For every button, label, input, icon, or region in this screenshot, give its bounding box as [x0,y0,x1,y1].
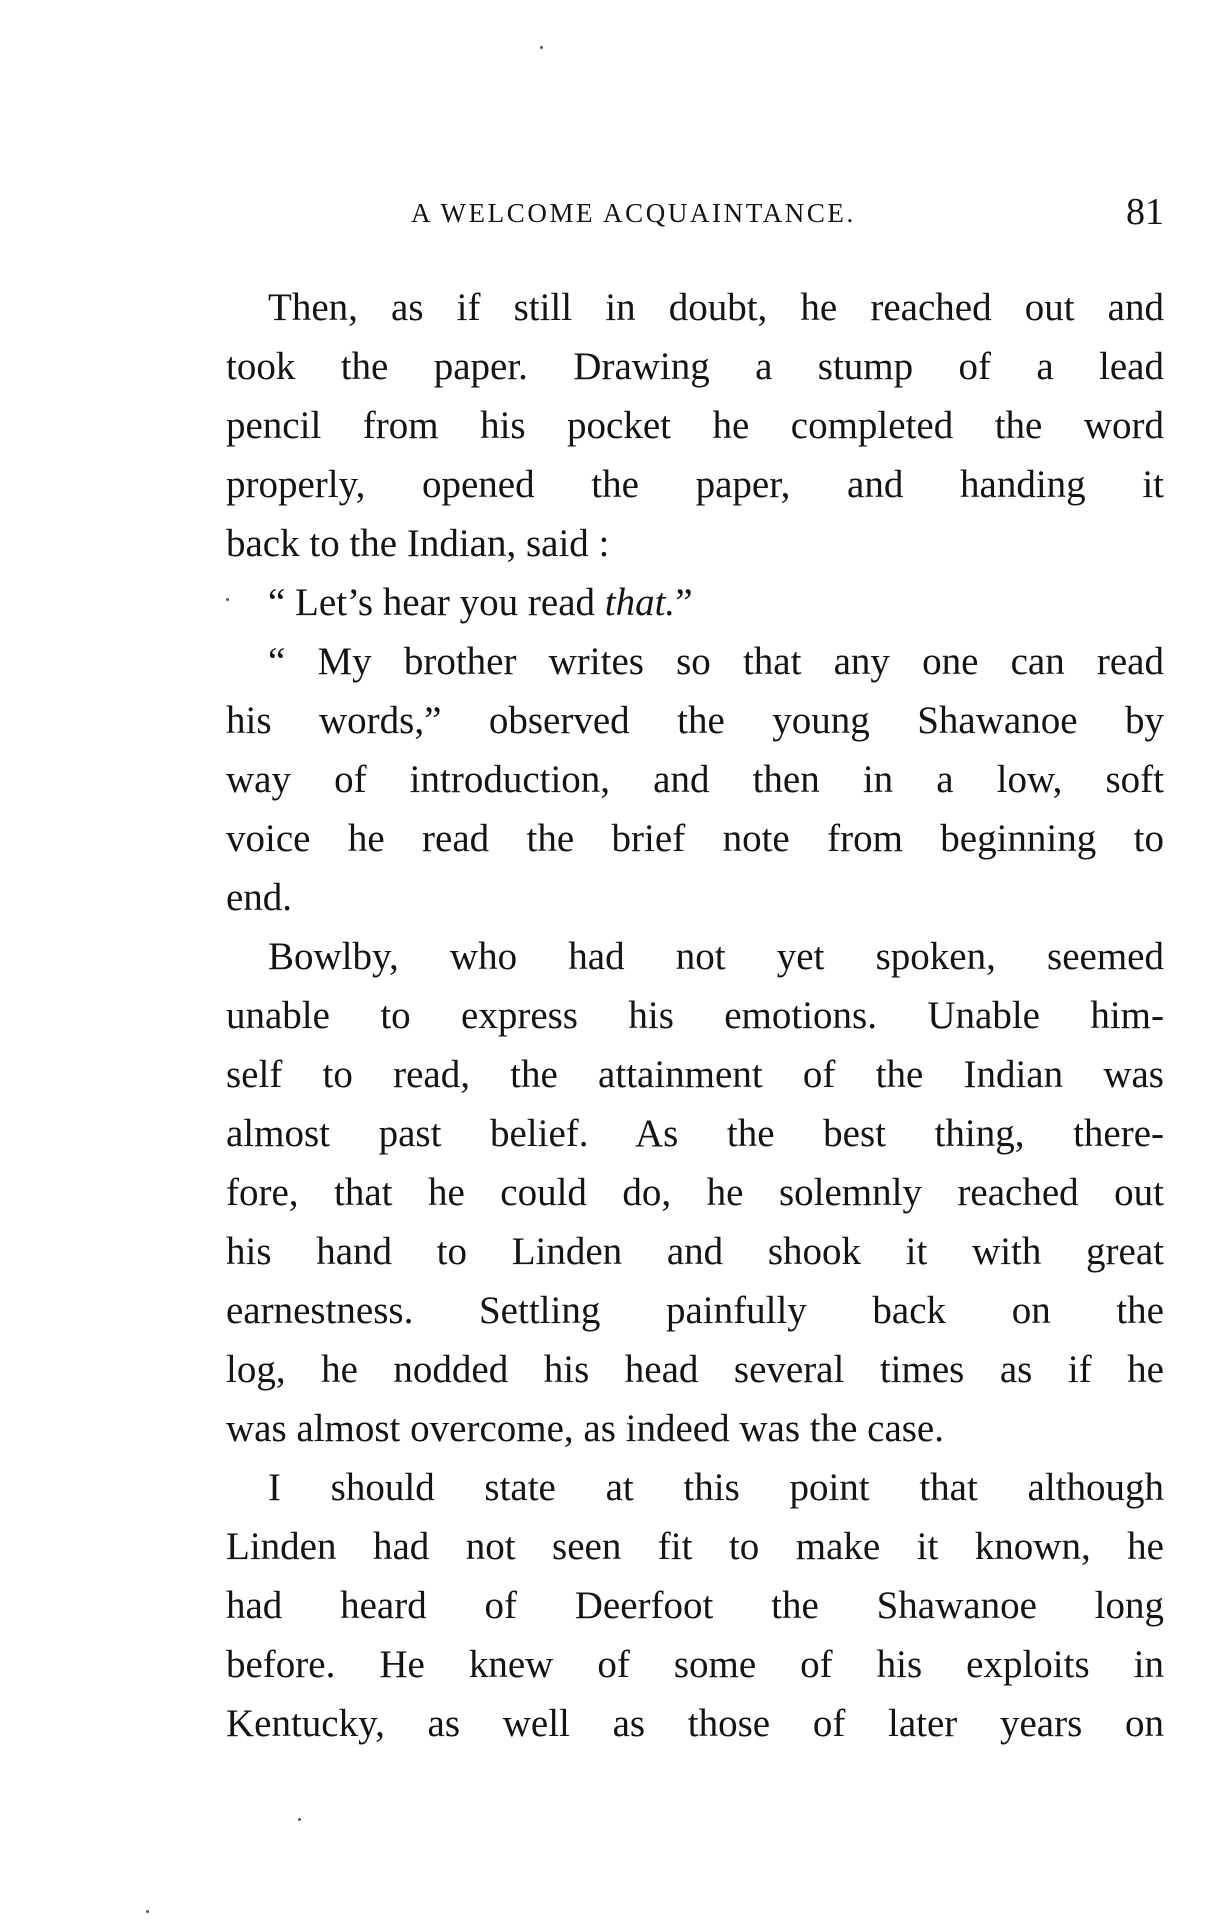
text-line: back to the Indian, said : [226,522,610,565]
paper-speck [298,1818,301,1821]
text-line: “ My brother writes so that any one can read [268,640,1164,683]
text-line: I should state at this point that although [268,1466,1164,1509]
closing-quote: ” [675,581,693,624]
text-line: voice he read the brief note from beginning to [226,817,1164,860]
text-line: self to read, the attainment of the Indian was [226,1053,1164,1096]
text-line: before. He knew of some of his exploits in [226,1643,1164,1686]
text-line: his hand to Linden and shook it with great [226,1230,1164,1273]
text-line: way of introduction, and then in a low, soft [226,758,1164,801]
italic-word: that. [604,581,676,624]
body-text [226,278,1164,1753]
text-line: Then, as if still in doubt, he reached out and [268,286,1164,329]
running-title: A WELCOME ACQUAINTANCE. [411,198,856,228]
text-line: properly, opened the paper, and handing it [226,463,1164,506]
text-line: was almost overcome, as indeed was the case. [226,1407,944,1450]
running-head [226,190,1164,240]
text-line: took the paper. Drawing a stump of a lead [226,345,1164,388]
text-line: pencil from his pocket he completed the word [226,404,1164,447]
dialogue-text: “ Let’s hear you read [268,581,605,624]
text-line: log, he nodded his head several times as if he [226,1348,1164,1391]
paper-speck [226,598,229,601]
paper-speck [146,1910,149,1913]
text-line: fore, that he could do, he solemnly reached out [226,1171,1164,1214]
paper-speck [540,46,543,49]
text-line: unable to express his emotions. Unable him- [226,994,1164,1037]
text-line: Bowlby, who had not yet spoken, seemed [268,935,1164,978]
text-line: Linden had not seen fit to make it known, he [226,1525,1164,1568]
text-line: Kentucky, as well as those of later years on [226,1702,1164,1745]
page-number: 81 [1126,191,1164,233]
text-line [226,573,1164,632]
text-line: his words,” observed the young Shawanoe by [226,699,1164,742]
text-line: almost past belief. As the best thing, there- [226,1112,1164,1155]
text-line: had heard of Deerfoot the Shawanoe long [226,1584,1164,1627]
text-line: earnestness. Settling painfully back on the [226,1289,1164,1332]
text-line: end. [226,876,293,919]
